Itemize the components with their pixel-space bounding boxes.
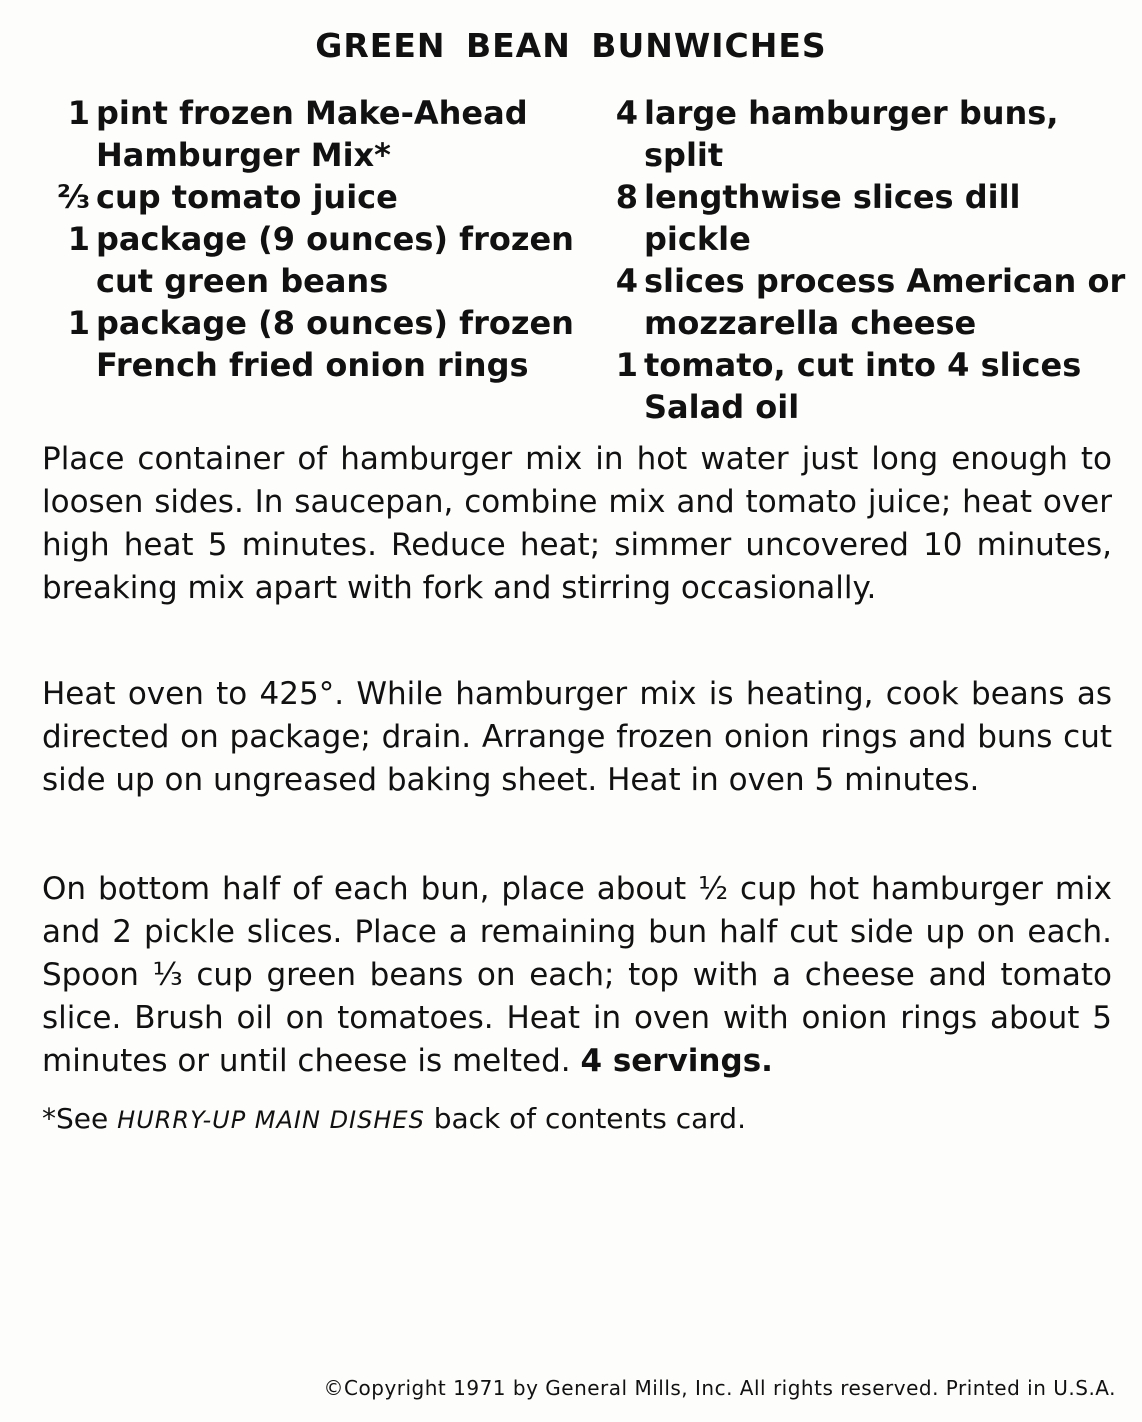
servings-count: 4 servings. xyxy=(580,1043,773,1079)
ingredient-quantity: 8 xyxy=(615,178,638,216)
ingredient-item xyxy=(608,386,1128,428)
ingredient-item xyxy=(40,92,580,176)
direction-text: On bottom half of each bun, place about ½ cup hot hamburger mix and 2 pickle slices. Place a remaining bun half cut side up on each. Spoon ⅓ cup green beans on each; top with a cheese and tomato slice. Brush oil on tomatoes. Heat in oven with onion rings about 5 minutes or until cheese is melted. xyxy=(42,871,1112,1079)
ingredient-item xyxy=(40,302,580,386)
ingredients-right-column xyxy=(608,92,1128,428)
footnote-suffix: back of contents card. xyxy=(433,1102,746,1135)
ingredient-item xyxy=(608,92,1128,176)
ingredient-quantity: 4 xyxy=(615,94,638,132)
ingredient-text: lengthwise slices dill pickle xyxy=(644,178,1021,258)
ingredient-quantity xyxy=(608,386,638,428)
footnote xyxy=(42,1102,746,1135)
ingredient-item xyxy=(608,344,1128,386)
direction-paragraph-1: Place container of hamburger mix in hot water just long enough to loosen sides. In saucepan, combine mix and tomato juice; heat over high heat 5 minutes. Reduce heat; simmer uncovered 10 minutes, breaking mix apart with fork and stirring occasionally. xyxy=(42,441,1112,606)
ingredient-item xyxy=(608,176,1128,260)
ingredient-item xyxy=(40,218,580,302)
ingredient-text: pint frozen Make-Ahead Hamburger Mix* xyxy=(96,94,528,174)
ingredient-text: package (9 ounces) frozen cut green beans xyxy=(96,220,574,300)
footnote-reference: HURRY-UP MAIN DISHES xyxy=(117,1106,425,1134)
ingredient-item xyxy=(608,260,1128,344)
footnote-prefix: *See xyxy=(42,1102,109,1135)
ingredient-quantity: ⅔ xyxy=(56,178,90,216)
ingredient-item xyxy=(40,176,580,218)
recipe-title: GREEN BEAN BUNWICHES xyxy=(315,26,827,65)
ingredient-quantity: 1 xyxy=(67,220,90,258)
direction-paragraph-2: Heat oven to 425°. While hamburger mix is heating, cook beans as directed on package; drain. Arrange frozen onion rings and buns cut side up on ungreased baking sheet. Heat in oven 5 minutes. xyxy=(42,676,1112,798)
ingredient-quantity: 1 xyxy=(67,94,90,132)
copyright-notice: ©Copyright 1971 by General Mills, Inc. All rights reserved. Printed in U.S.A. xyxy=(323,1376,1116,1400)
direction-paragraph-3 xyxy=(42,868,1112,1083)
ingredient-text: cup tomato juice xyxy=(96,178,398,216)
ingredients-left-column xyxy=(40,92,580,386)
ingredient-text: package (8 ounces) frozen French fried onion rings xyxy=(96,304,574,384)
ingredient-text: large hamburger buns, split xyxy=(644,94,1059,174)
ingredient-text: tomato, cut into 4 slices xyxy=(644,346,1082,384)
ingredient-quantity: 4 xyxy=(615,262,638,300)
ingredient-text: slices process American or mozzarella cheese xyxy=(644,262,1126,342)
ingredient-quantity: 1 xyxy=(615,346,638,384)
ingredient-quantity: 1 xyxy=(67,304,90,342)
ingredient-text: Salad oil xyxy=(644,388,800,426)
